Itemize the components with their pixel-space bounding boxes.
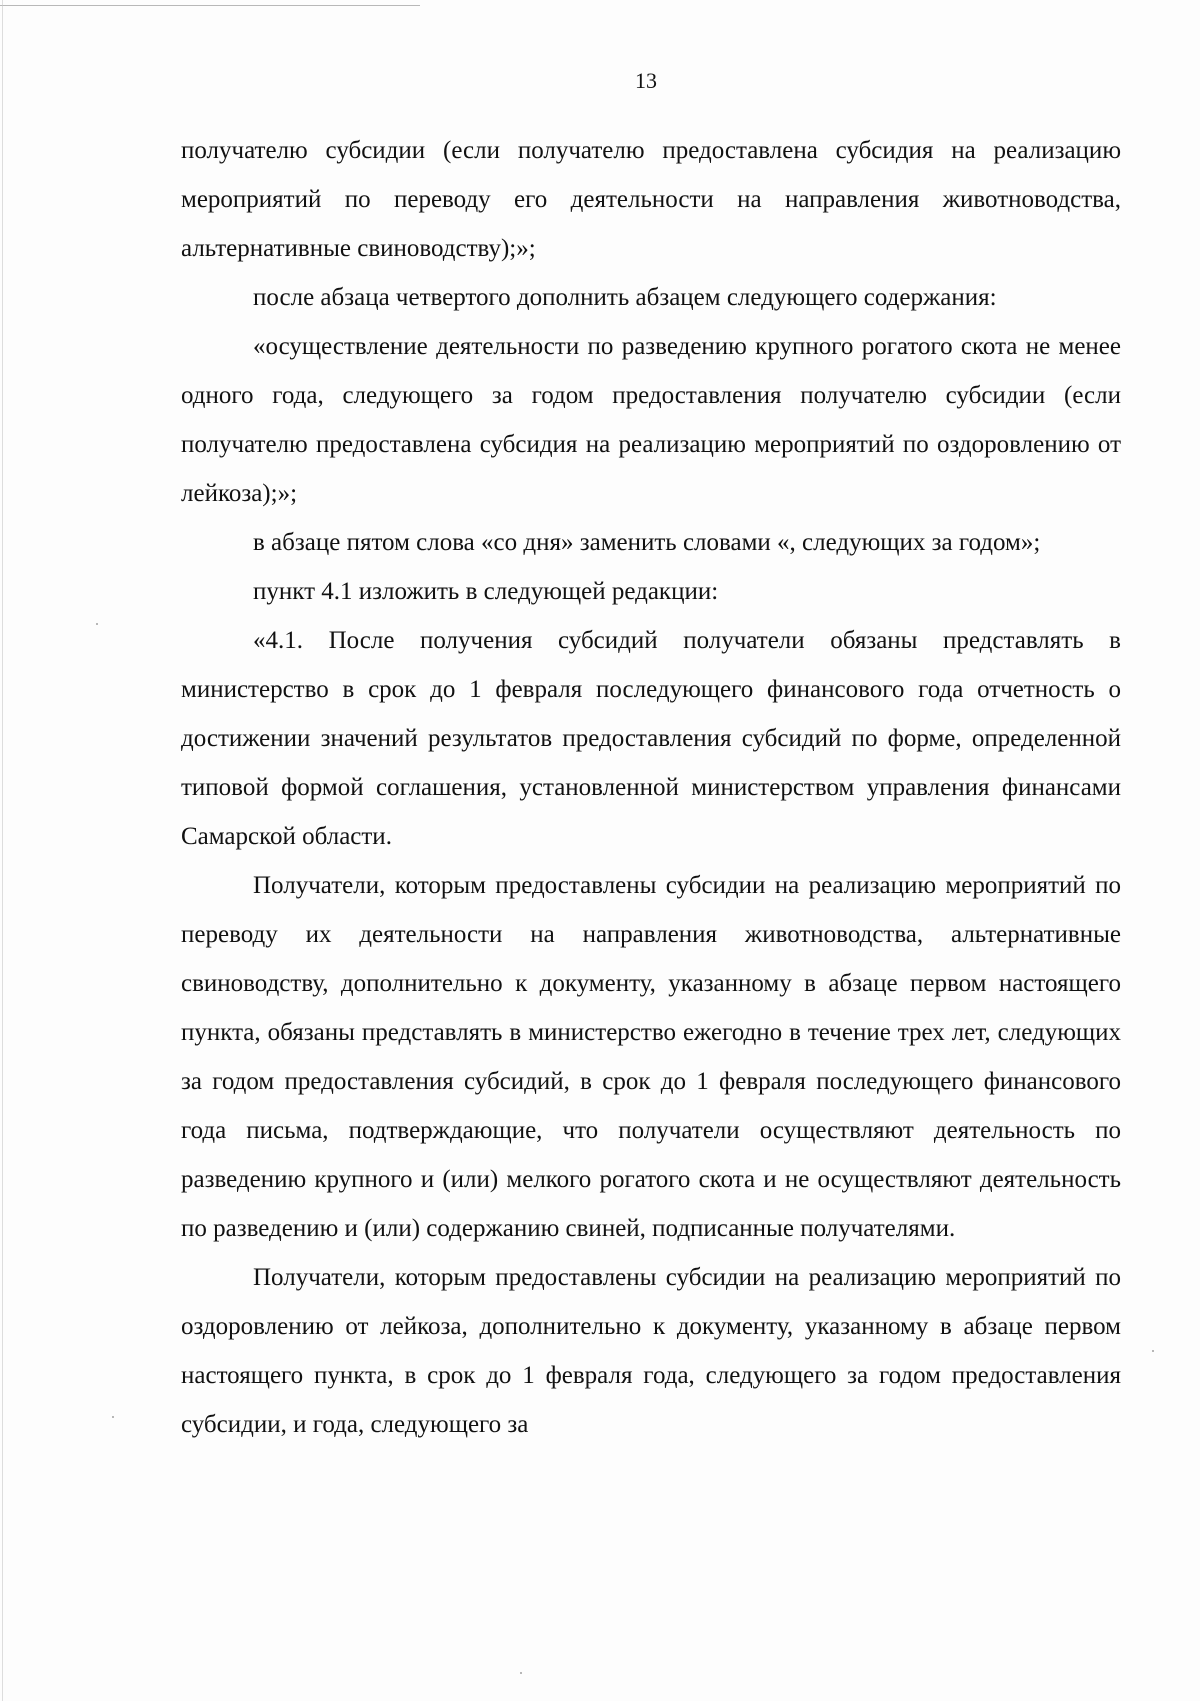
scan-speck [1152,1350,1154,1352]
paragraph: пункт 4.1 изложить в следующей редакции: [253,578,719,605]
scan-edge-line [0,5,420,6]
paragraph: «осуществление деятельности по разведению крупного рогатого скота не менее одного года, следующего за годом предоставления получателю субсидии (если получателю предоставлена субсидия на реализацию мероприятий по оздоровлению от лейкоза);»; [181,333,1121,507]
paragraph: в абзаце пятом слова «со дня» заменить словами «, следующих за годом»; [253,529,1041,556]
paragraph: после абзаца четвертого дополнить абзацем следующего содержания: [253,284,997,311]
paragraph: Получатели, которым предоставлены субсидии на реализацию мероприятий по оздоровлению от лейкоза, дополнительно к документу, указанному в абзаце первом настоящего пункта, в срок до 1 февраля года, следующего за годом предоставления субсидии, и года, следующего за [181,1264,1121,1438]
scan-edge-line [2,0,3,1701]
scan-speck [96,623,98,625]
paragraph: «4.1. После получения субсидий получатели обязаны представлять в министерство в срок до 1 февраля последующего финансового года отчетность о достижении значений результатов предоставления субсидий по форме, определенной типовой формой соглашения, установленной министерством управления финансами Самарской области. [181,627,1121,850]
scan-speck [112,1416,114,1418]
scan-speck [520,1672,522,1674]
paragraph: Получатели, которым предоставлены субсидии на реализацию мероприятий по переводу их деятельности на направления животноводства, альтернативные свиноводству, дополнительно к документу, указанному в абзаце первом настоящего пункта, обязаны представлять в министерство ежегодно в течение трех лет, следующих за годом предоставления субсидий, в срок до 1 февраля последующего финансового года письма, подтверждающие, что получатели осуществляют деятельность по разведению крупного и (или) мелкого рогатого скота и не осуществляют деятельность по разведению и (или) содержанию свиней, подписанные получателями. [181,872,1121,1242]
page-number: 13 [635,68,657,93]
document-body [181,126,1121,1449]
paragraph-continuation: получателю субсидии (если получателю предоставлена субсидия на реализацию мероприятий по переводу его деятельности на направления животноводства, альтернативные свиноводству);»; [181,137,1121,262]
